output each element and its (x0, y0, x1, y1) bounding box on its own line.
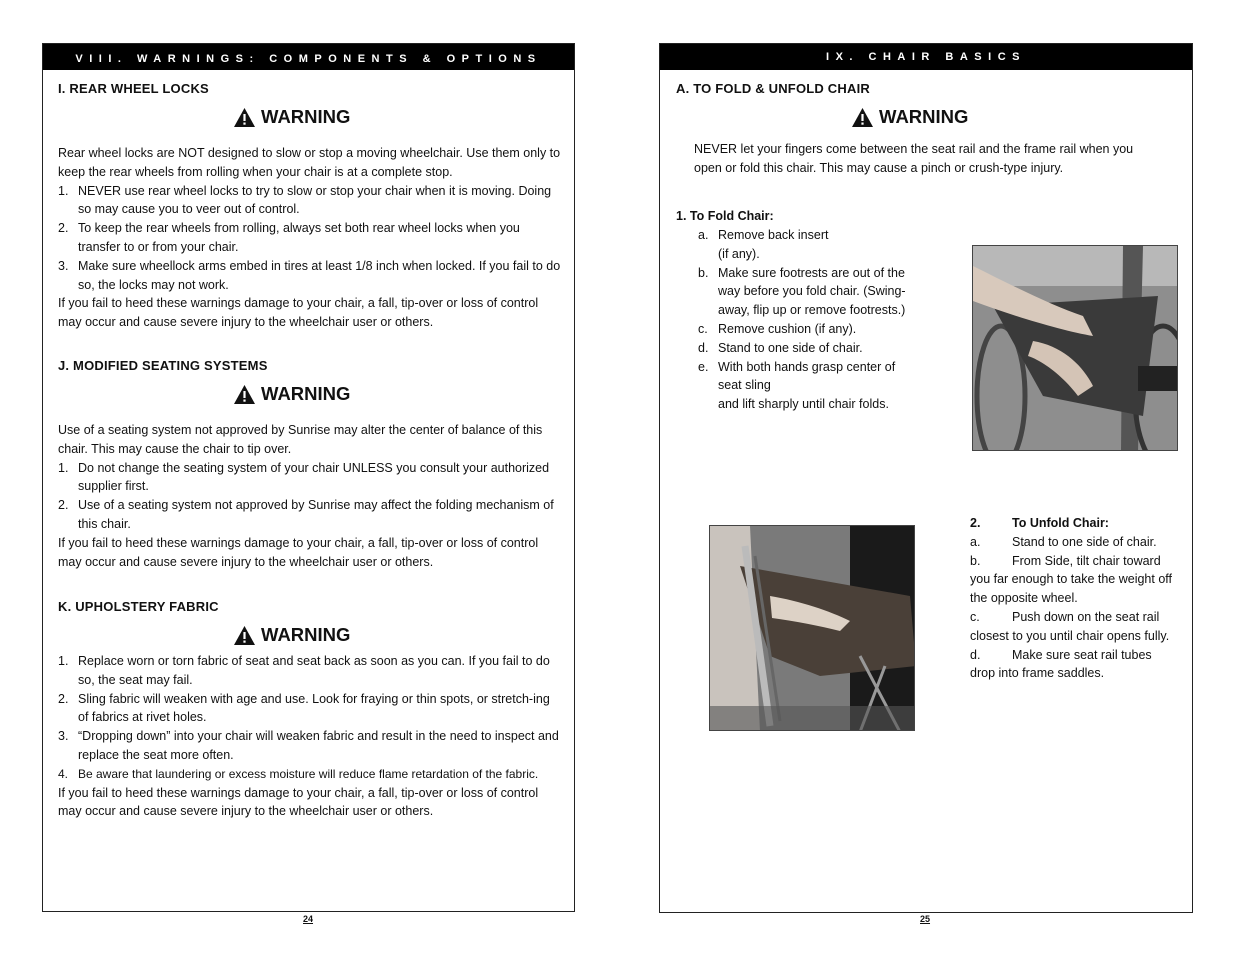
list-text: Make sure footrests are out of the way before you fold chair. (Swing-away, flip up or remove footrests.) (718, 265, 906, 318)
warning-heading (234, 383, 350, 405)
list-number: 2. (970, 516, 981, 530)
warning-triangle-icon (234, 385, 255, 404)
list-number: 2. (58, 221, 69, 236)
list-item (58, 257, 563, 295)
section-footer: If you fail to heed these warnings damage to your chair, a fall, tip-over or loss of control may occur and cause severe injury to the wheelchair user or others. (58, 296, 539, 330)
right-page (659, 43, 1193, 913)
list-text-cont: (if any). (718, 246, 760, 261)
list-text: Be aware that laundering or excess moisture will reduce flame retardation of the fabric. (78, 766, 539, 781)
page-number-left: 24 (303, 914, 314, 924)
list-item (58, 182, 563, 220)
list-number: a. (698, 228, 709, 242)
unfold-steps (970, 514, 1180, 683)
list-number: a. (970, 534, 981, 549)
list-number: e. (698, 359, 709, 374)
list-item (58, 496, 563, 534)
list-text: Make sure seat rail tubes drop into frame saddles. (970, 647, 1152, 681)
list-text: NEVER use rear wheel locks to try to slow or stop your chair when it is moving. Doing so may cause you to veer out of control. (78, 183, 552, 217)
list-item (698, 226, 920, 264)
list-item (970, 646, 1180, 684)
list-number: 2. (58, 498, 69, 513)
list-number: 4. (58, 766, 69, 781)
list-text: Remove cushion (if any). (718, 321, 857, 336)
section-body-upholstery (58, 652, 563, 821)
list-number: 2. (58, 691, 69, 706)
list-item (58, 652, 563, 690)
list-number: 1. (58, 460, 69, 475)
warning-label: WARNING (261, 106, 351, 127)
list-item (58, 219, 563, 257)
list-item (698, 358, 920, 414)
list-item (58, 765, 563, 784)
warning-label: WARNING (261, 383, 351, 404)
section-intro: Rear wheel locks are NOT designed to slow or stop a moving wheelchair. Use them only to keep the rear wheels from rolling when your chair is at a complete stop. (58, 146, 561, 179)
section-title-upholstery: K. UPHOLSTERY FABRIC (58, 599, 219, 614)
list-text: To keep the rear wheels from rolling, always set both rear wheel locks when you transfer to or from your chair. (78, 221, 520, 254)
list-number: c. (970, 609, 980, 624)
list-number: 1. (58, 183, 69, 198)
list-item (970, 533, 1180, 552)
list-text: Remove back insert (718, 228, 829, 242)
warning-heading (852, 106, 968, 128)
warning-label: WARNING (879, 106, 969, 127)
list-item (58, 727, 563, 765)
unfold-chair-photo (709, 525, 915, 731)
list-text: With both hands grasp center of seat sling (718, 359, 896, 393)
list-text: Push down on the seat rail closest to you until chair opens fully. (970, 609, 1170, 643)
warning-heading (234, 106, 350, 128)
list-number: c. (698, 321, 708, 336)
section-intro: Use of a seating system not approved by Sunrise may alter the center of balance of this chair. This may cause the chair to tip over. (58, 423, 543, 456)
left-page-header: VIII. WARNINGS: COMPONENTS & OPTIONS (43, 44, 574, 70)
list-number: d. (970, 647, 981, 662)
list-text: Stand to one side of chair. (718, 340, 863, 355)
list-number: 1. (58, 654, 69, 668)
list-text: Replace worn or torn fabric of seat and seat back as soon as you can. If you fail to do so, the seat may fail. (78, 654, 550, 687)
right-page-header: IX. CHAIR BASICS (660, 44, 1192, 70)
list-item (698, 264, 920, 320)
warning-triangle-icon (234, 108, 255, 127)
list-item (698, 320, 920, 339)
list-item (970, 608, 1180, 646)
warning-triangle-icon (852, 108, 873, 127)
fold-steps (698, 226, 920, 414)
list-text: Stand to one side of chair. (1012, 534, 1157, 549)
list-number: d. (698, 340, 709, 355)
section-title-fold-unfold: A. TO FOLD & UNFOLD CHAIR (676, 81, 870, 96)
section-title-rear-wheel-locks: I. REAR WHEEL LOCKS (58, 81, 209, 96)
list-number: 3. (58, 258, 69, 273)
section-footer: If you fail to heed these warnings damage to your chair, a fall, tip-over or loss of control may occur and cause severe injury to the wheelchair user or others. (58, 785, 539, 819)
section-title-modified-seating: J. MODIFIED SEATING SYSTEMS (58, 358, 268, 373)
list-text: Sling fabric will weaken with age and use. Look for fraying or thin spots, or stretch-ing of fabrics at rivet holes. (78, 691, 550, 725)
list-number: b. (970, 553, 981, 568)
list-text-cont: and lift sharply until chair folds. (718, 397, 889, 412)
fold-chair-photo (972, 245, 1178, 451)
list-text: Do not change the seating system of your chair UNLESS you consult your authorized supplier first. (78, 460, 550, 494)
warning-triangle-icon (234, 626, 255, 645)
list-number: b. (698, 265, 709, 280)
list-text: “Dropping down” into your chair will weaken fabric and result in the need to inspect and replace the seat more often. (78, 729, 559, 762)
page-number-right: 25 (920, 914, 931, 924)
left-page (42, 43, 575, 912)
warning-text: NEVER let your fingers come between the seat rail and the frame rail when you open or fold this chair. This may cause a pinch or crush-type injury. (694, 142, 1134, 175)
list-text: From Side, tilt chair toward you far enough to take the weight off the opposite wheel. (970, 553, 1172, 606)
fold-chair-title: 1. To Fold Chair: (676, 209, 774, 223)
section-body-rear-wheel-locks (58, 144, 563, 332)
warning-label: WARNING (261, 624, 351, 645)
list-text: Use of a seating system not approved by Sunrise may affect the folding mechanism of this chair. (78, 498, 554, 531)
list-item (698, 339, 920, 358)
list-item (970, 552, 1180, 608)
list-text: Make sure wheellock arms embed in tires at least 1/8 inch when locked. If you fail to do so, the locks may not work. (78, 258, 561, 292)
unfold-title-text: To Unfold Chair: (1012, 516, 1109, 530)
list-number: 3. (58, 729, 69, 744)
unfold-chair-title (970, 514, 1180, 533)
list-item (58, 459, 563, 497)
warning-heading (234, 624, 350, 646)
list-item (58, 690, 563, 728)
section-footer: If you fail to heed these warnings damage to your chair, a fall, tip-over or loss of control may occur and cause severe injury to the wheelchair user or others. (58, 535, 539, 569)
section-body-modified-seating (58, 421, 563, 571)
